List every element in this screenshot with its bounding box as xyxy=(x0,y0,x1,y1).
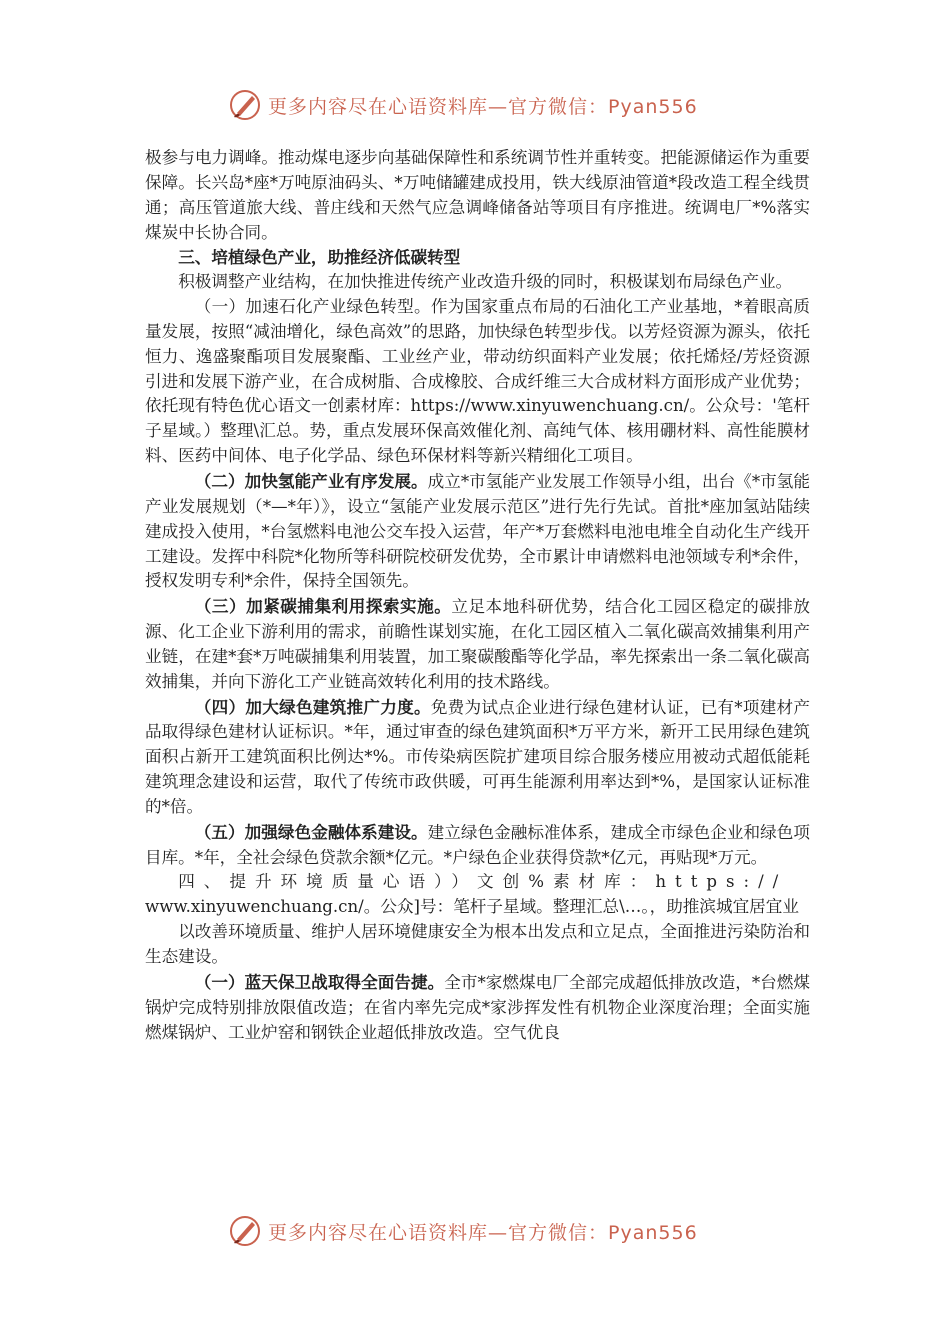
wechat-id: Pyan556 xyxy=(608,1221,698,1244)
paragraph: （一）加速石化产业绿色转型。作为国家重点布局的石油化工产业基地，*着眼高质量发展，按照“减油增化，绿色高效”的思路，加快绿色转型步伐。以芳烃资源为源头，依托恒力、逸盛聚酯项目发展聚酯、工业丝产业，带动纺织面料产业发展；依托烯烃/芳烃资源引进和发展下游产业，在合成树脂、合成橡胶、合成纤维三大合成材料方面形成产业优势；依托现有特色优心语文一创素材库：https://www.xinyuwenchuang.cn/。公众号：'笔杆子星域。）整理\汇总。势，重点发展环保高效催化剂、高纯气体、核用硼材料、高性能膜材料、医药中间体、电子化学品、绿色环保材料等新兴精细化工项目。 xyxy=(145,297,811,466)
paragraph: （一）蓝天保卫战取得全面告捷。全市*家燃煤电厂全部完成超低排放改造，*台燃煤锅炉完成特别排放限值改造；在省内率先完成*家涉挥发性有机物企业深度治理；全面实施燃煤锅炉、工业炉窑和钢铁企业超低排放改造。空气优良 xyxy=(145,971,810,1042)
watermark-text: 更多内容尽在心语资料库—官方微信：Pyan556 xyxy=(268,95,698,118)
section-heading-4-line1: 四、提升环境质量心语））文创%素材库：https:// xyxy=(178,872,788,892)
brush-logo-icon xyxy=(228,88,262,122)
section-heading-4-line2: www.xinyuwenchuang.cn/。公众]号：笔杆子星域。整理汇总\…。，助推滨城宜居宜业 xyxy=(145,897,799,917)
paragraph: （四）加大绿色建筑推广力度。免费为试点企业进行绿色建材认证，已有*项建材产品取得绿色建材认证标识。*年，通过审查的绿色建筑面积*万平方米，新开工民用绿色建筑面积占新开工建筑面积比例达*%。市传染病医院扩建项目综合服务楼应用被动式超低能耗建筑理念建设和运营，取代了传统市政供暖，可再生能源利用率达到*%，是国家认证标准的*倍。 xyxy=(145,696,811,816)
paragraph: （二）加快氢能产业有序发展。成立*市氢能产业发展工作领导小组，出台《*市氢能产业发展规划（*—*年）》，设立“氢能产业发展示范区”进行先行先试。首批*座加氢站陆续建成投入使用，*台氢燃料电池公交车投入运营，年产*万套燃料电池电堆全自动化生产线开工建设。发挥中科院*化物所等科研院校研发优势，全市累计申请燃料电池领域专利*余件，授权发明专利*余件，保持全国领先。 xyxy=(145,470,811,591)
paragraph-lead: （四）加大绿色建筑推广力度。 xyxy=(194,696,431,717)
paragraph: （三）加紧碳捕集利用探索实施。立足本地科研优势，结合化工园区稳定的碳排放源、化工企业下游利用的需求，前瞻性谋划实施，在化工园区植入二氧化碳高效捕集利用产业链，在建*套*万吨碳捕集利用装置，加工聚碳酸酯等化学品，率先探索出一条二氧化碳高效捕集，并向下游化工产业链高效转化利用的技术路线。 xyxy=(145,596,810,691)
wechat-id: Pyan556 xyxy=(608,95,698,118)
paragraph-lead: （一）加速石化产业绿色转型。 xyxy=(194,297,431,317)
section-heading-3: 三、培植绿色产业，助推经济低碳转型 xyxy=(178,247,461,268)
paragraph-lead: （五）加强绿色金融体系建设。 xyxy=(194,821,428,842)
watermark-banner-bottom xyxy=(228,1211,748,1251)
brush-logo-icon xyxy=(228,1214,262,1248)
paragraph-lead: （三）加紧碳捕集利用探索实施。 xyxy=(194,596,452,617)
paragraph: 积极调整产业结构，在加快推进传统产业改造升级的同时，积极谋划布局绿色产业。 xyxy=(178,272,793,292)
paragraph: 以改善环境质量、维护人居环境健康安全为根本出发点和立足点，全面推进污染防治和生态建设。 xyxy=(145,922,810,966)
paragraph: 极参与电力调峰。推动煤电逐步向基础保障性和系统调节性并重转变。把能源储运作为重要保障。长兴岛*座*万吨原油码头、*万吨储罐建成投用，铁大线原油管道*段改造工程全线贯通；高压管道旅大线、普庄线和天然气应急调峰储备站等项目有序推进。统调电厂*%落实煤炭中长协合同。 xyxy=(145,148,810,242)
document-body xyxy=(145,146,810,1045)
paragraph-lead: （一）蓝天保卫战取得全面告捷。 xyxy=(194,971,445,992)
paragraph: （五）加强绿色金融体系建设。建立绿色金融标准体系，建成全市绿色企业和绿色项目库。*年，全社会绿色贷款余额*亿元。*户绿色企业获得贷款*亿元，再贴现*万元。 xyxy=(145,821,811,867)
paragraph-lead: （二）加快氢能产业有序发展。 xyxy=(194,470,428,491)
watermark-banner-top xyxy=(228,85,748,125)
watermark-text: 更多内容尽在心语资料库—官方微信：Pyan556 xyxy=(268,1221,698,1244)
